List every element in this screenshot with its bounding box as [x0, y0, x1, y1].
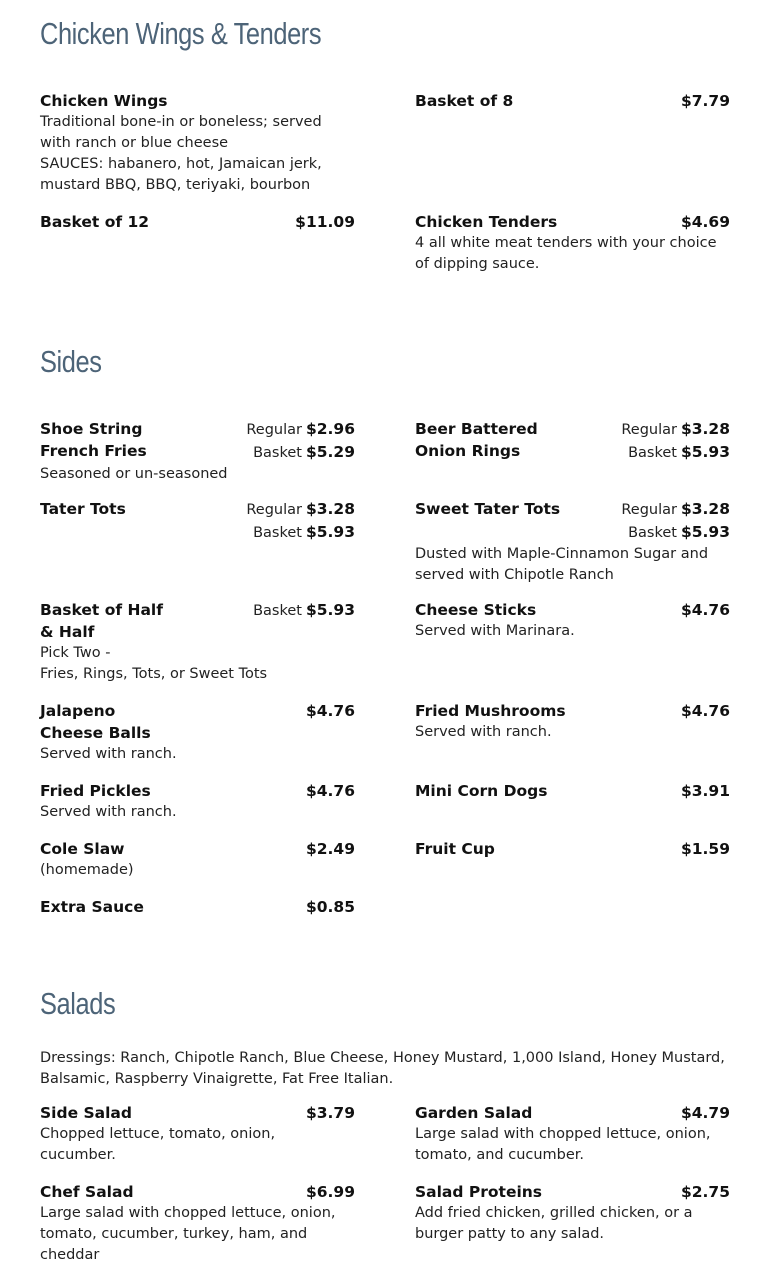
item-desc: 4 all white meat tenders with your choice of dipping sauce. [415, 235, 717, 272]
item-prices [253, 599, 355, 622]
menu-item-chef-salad [40, 1181, 355, 1266]
item-name: Jalapeno Cheese Balls [40, 702, 151, 742]
section-title-wings: Chicken Wings & Tenders [40, 16, 322, 51]
menu-item-chicken-tenders [415, 211, 730, 275]
item-price: $1.59 [680, 840, 730, 858]
menu-item-fruit-cup [415, 838, 730, 860]
item-desc: (homemade) [40, 862, 134, 878]
item-name: Tater Tots [40, 500, 126, 518]
item-price: $4.69 [680, 213, 730, 231]
price-label-basket: Basket [628, 445, 677, 461]
item-price: $6.99 [305, 1183, 355, 1201]
menu-item-side-salad [40, 1102, 355, 1166]
item-price: $3.79 [305, 1104, 355, 1122]
item-desc-options: Fries, Rings, Tots, or Sweet Tots [40, 666, 268, 682]
item-price: $4.79 [680, 1104, 730, 1122]
item-name: Side Salad [40, 1104, 132, 1122]
item-name: Mini Corn Dogs [415, 782, 548, 800]
price-label-regular: Regular [621, 502, 677, 518]
menu-item-chicken-wings [40, 90, 355, 196]
menu-item-garden-salad [415, 1102, 730, 1166]
price-basket: $5.93 [680, 523, 730, 541]
item-name: Garden Salad [415, 1104, 533, 1122]
menu-item-sweet-tater-tots [415, 498, 730, 586]
price-label-regular: Regular [246, 502, 302, 518]
price-label-basket: Basket [253, 525, 302, 541]
item-desc: Served with ranch. [415, 724, 552, 740]
item-price: $11.09 [295, 213, 355, 231]
menu-item-onion-rings [415, 418, 730, 464]
item-name: Basket of 8 [415, 92, 514, 110]
price-label-regular: Regular [621, 422, 677, 438]
item-name: Shoe String French Fries [40, 420, 147, 460]
menu-item-salad-proteins [415, 1181, 730, 1245]
price-basket: $5.93 [305, 523, 355, 541]
item-price: $4.76 [680, 601, 730, 619]
price-basket: $5.93 [305, 601, 355, 619]
item-desc: Served with ranch. [40, 804, 177, 820]
menu-item-cheese-sticks [415, 599, 730, 642]
item-price: $3.91 [680, 782, 730, 800]
price-regular: $3.28 [680, 420, 730, 438]
item-name: Salad Proteins [415, 1183, 543, 1201]
item-prices [246, 498, 355, 544]
item-desc: Add fried chicken, grilled chicken, or a burger patty to any salad. [415, 1205, 693, 1242]
price-regular: $2.96 [305, 420, 355, 438]
item-desc: Dusted with Maple-Cinnamon Sugar and served with Chipotle Ranch [415, 546, 709, 583]
item-prices [621, 418, 730, 464]
price-basket: $5.93 [680, 443, 730, 461]
item-desc: Pick Two - [40, 645, 111, 661]
menu-item-fried-pickles [40, 780, 355, 823]
item-desc: Seasoned or un-seasoned [40, 466, 228, 482]
section-title-salads: Salads [40, 986, 116, 1021]
item-price: $4.76 [305, 702, 355, 720]
price-label-basket: Basket [628, 525, 677, 541]
item-price: $4.76 [680, 702, 730, 720]
price-regular: $3.28 [305, 500, 355, 518]
price-label-basket: Basket [253, 603, 302, 619]
item-desc: Served with ranch. [40, 746, 177, 762]
item-price: $0.85 [305, 898, 355, 916]
item-name: Chicken Wings [40, 92, 168, 110]
item-price: $2.75 [680, 1183, 730, 1201]
menu-item-fried-mushrooms [415, 700, 730, 743]
item-desc: Served with Marinara. [415, 623, 575, 639]
menu-item-tater-tots [40, 498, 355, 544]
item-desc: Large salad with chopped lettuce, onion, tomato, and cucumber. [415, 1126, 711, 1163]
menu-item-jalapeno-cheese-balls [40, 700, 355, 765]
price-label-regular: Regular [246, 422, 302, 438]
menu-item-french-fries [40, 418, 355, 485]
menu-item-mini-corn-dogs [415, 780, 730, 802]
menu-item-extra-sauce [40, 896, 355, 918]
menu-item-basket-8 [415, 90, 730, 112]
item-name: Chef Salad [40, 1183, 134, 1201]
item-name: Basket of Half & Half [40, 601, 163, 641]
item-name: Fruit Cup [415, 840, 495, 858]
menu-item-half-and-half [40, 599, 355, 685]
item-sauces: SAUCES: habanero, hot, Jamaican jerk, mustard BBQ, BBQ, teriyaki, bourbon [40, 156, 322, 193]
item-prices [621, 498, 730, 544]
item-name: Extra Sauce [40, 898, 144, 916]
section-title-sides: Sides [40, 344, 102, 379]
price-basket: $5.29 [305, 443, 355, 461]
item-price: $7.79 [680, 92, 730, 110]
menu-item-basket-12 [40, 211, 355, 233]
dressings-note: Dressings: Ranch, Chipotle Ranch, Blue Cheese, Honey Mustard, 1,000 Island, Honey Mustard, Balsamic, Raspberry Vinaigrette, Fat Free Italian. [40, 1050, 725, 1087]
price-regular: $3.28 [680, 500, 730, 518]
item-name: Cheese Sticks [415, 601, 537, 619]
price-label-basket: Basket [253, 445, 302, 461]
item-desc: Traditional bone-in or boneless; served with ranch or blue cheese [40, 114, 322, 151]
item-name: Fried Mushrooms [415, 702, 566, 720]
item-desc: Large salad with chopped lettuce, onion, tomato, cucumber, turkey, ham, and cheddar [40, 1205, 336, 1263]
item-price: $2.49 [305, 840, 355, 858]
item-prices [246, 418, 355, 464]
item-name: Sweet Tater Tots [415, 500, 561, 518]
item-desc: Chopped lettuce, tomato, onion, cucumber. [40, 1126, 276, 1163]
menu-item-cole-slaw [40, 838, 355, 881]
item-name: Basket of 12 [40, 213, 150, 231]
item-price: $4.76 [305, 782, 355, 800]
item-name: Chicken Tenders [415, 213, 558, 231]
item-name: Cole Slaw [40, 840, 125, 858]
item-name: Beer Battered Onion Rings [415, 420, 538, 460]
item-name: Fried Pickles [40, 782, 151, 800]
